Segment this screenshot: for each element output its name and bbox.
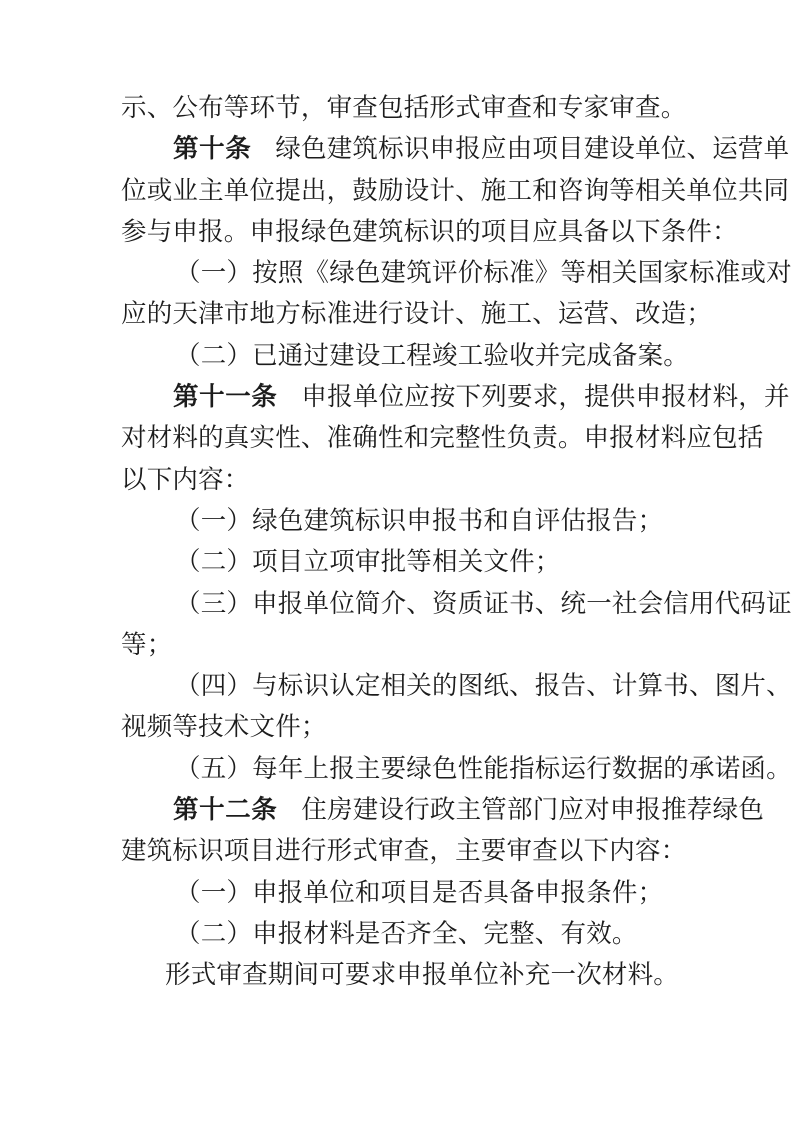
- article-number-marker: 第十二条: [173, 795, 278, 826]
- body-text-line: [121, 625, 677, 666]
- line-text: 对材料的真实性、准确性和完整性负责。申报材料应包括: [121, 423, 764, 454]
- body-text-line: [121, 831, 687, 872]
- line-text: （一）申报单位和项目是否具备申报条件；: [175, 877, 664, 908]
- line-text: （三）申报单位简介、资质证书、统一社会信用代码证: [175, 588, 792, 619]
- line-text: 建筑标识项目进行形式审查，主要审查以下内容：: [121, 836, 687, 867]
- body-text-line: [121, 914, 677, 955]
- body-text-line: [121, 542, 677, 583]
- line-text: 以下内容：: [121, 464, 250, 495]
- line-text: （二）已通过建设工程竣工验收并完成备案。: [175, 340, 690, 371]
- line-text: 应的天津市地方标准进行设计、施工、运营、改造；: [121, 299, 713, 330]
- line-text: 示、公布等环节，审查包括形式审查和专家审查。: [121, 93, 687, 123]
- article-number-marker: 第十条: [173, 134, 252, 165]
- body-text-line: [121, 336, 690, 377]
- body-text-line: [121, 212, 738, 253]
- body-text-line: [121, 749, 792, 790]
- line-text: 参与申报。申报绿色建筑标识的项目应具备以下条件：: [121, 216, 738, 247]
- line-text: 申报单位应按下列要求，提供申报材料，并: [301, 382, 790, 413]
- body-text-line: [121, 253, 792, 294]
- line-text: 等；: [121, 629, 173, 660]
- body-text-line: [121, 460, 677, 501]
- line-text: （一）按照《绿色建筑评价标准》等相关国家标准或对: [175, 258, 792, 289]
- article-heading-line: [121, 129, 790, 170]
- line-text: （四）与标识认定相关的图纸、报告、计算书、图片、: [175, 671, 792, 702]
- line-text: 视频等技术文件；: [121, 712, 327, 743]
- body-text-line: [121, 955, 680, 996]
- body-text-line: [121, 88, 687, 129]
- line-text: 位或业主单位提出，鼓励设计、施工和咨询等相关单位共同: [121, 175, 790, 206]
- body-text-line: [121, 418, 764, 459]
- line-text: （二）申报材料是否齐全、完整、有效。: [175, 918, 638, 949]
- line-text: 形式审查期间可要求申报单位补充一次材料。: [165, 960, 680, 991]
- body-text-line: [121, 294, 713, 335]
- line-text: （一）绿色建筑标识申报书和自评估报告；: [175, 505, 664, 536]
- body-text-line: [121, 171, 790, 212]
- line-text: （二）项目立项审批等相关文件；: [175, 547, 561, 578]
- article-number-marker: 第十一条: [173, 382, 278, 413]
- article-heading-line: [121, 377, 790, 418]
- line-text: 住房建设行政主管部门应对申报推荐绿色: [301, 795, 765, 826]
- body-text-line: [121, 584, 792, 625]
- line-text: 绿色建筑标识申报应由项目建设单位、运营单: [275, 134, 790, 165]
- line-text: （五）每年上报主要绿色性能指标运行数据的承诺函。: [175, 753, 792, 784]
- body-text-line: [121, 666, 792, 707]
- document-text-column: [121, 88, 792, 997]
- article-heading-line: [121, 790, 765, 831]
- body-text-line: [121, 873, 677, 914]
- body-text-line: [121, 501, 677, 542]
- body-text-line: [121, 707, 677, 748]
